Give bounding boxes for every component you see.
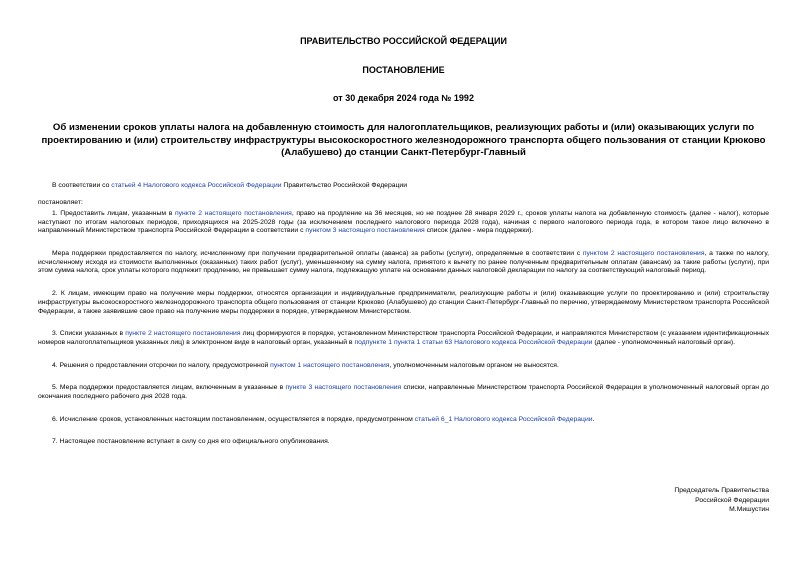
item-3-text: 3. Списки указанных в — [52, 330, 126, 338]
item-1b-link-point-2[interactable]: пунктом 2 настоящего постановления — [582, 250, 705, 258]
item-2-paragraph: 2. К лицам, имеющим право на получение меры поддержки, относятся организации и индивидуальные предприниматели, реализующие работы и (или) оказывающие услуги по проектированию и (или) строительству инфраструктуры высокоскоростного железнодорожного транспорта общего пользования от станции Крюково (Алабушево) до станции Санкт-Петербург-Главный по перечню, утверждаемому Министерством транспорта Российской Федерации, а также заявившие свое право на получение меры поддержки в порядке, утверждаемом Министерством. — [38, 290, 769, 315]
item-6-link-tax-code-6-1[interactable]: статьей 6_1 Налогового кодекса Российской Федерации — [414, 415, 593, 423]
item-1-link-point-2[interactable]: пункте 2 настоящего постановления — [174, 209, 292, 217]
item-1-paragraph — [38, 210, 769, 236]
item-1-support-paragraph — [38, 250, 769, 276]
item-6-text-end: . — [592, 415, 595, 423]
item-5-text: 5. Мера поддержки предоставляется лицам, включенным в указанные в — [52, 384, 286, 392]
item-1-link-point-3[interactable]: пунктом 3 настоящего постановления — [305, 227, 425, 235]
tax-code-article-4-link[interactable]: статьей 4 Налогового кодекса Российской Федерации — [111, 181, 282, 189]
preamble-text: В соответствии со — [52, 181, 112, 189]
item-3-paragraph — [38, 330, 769, 347]
document-page — [38, 36, 769, 447]
decides-line: постановляет: — [38, 199, 83, 207]
item-3-link-point-2[interactable]: пункте 2 настоящего постановления — [125, 330, 241, 338]
item-4-paragraph — [38, 362, 769, 371]
item-5-link-point-3[interactable]: пункте 3 настоящего постановления — [285, 384, 402, 392]
item-1-text: 1. Предоставить лицам, указанным в — [52, 209, 175, 217]
item-5-paragraph — [38, 384, 769, 401]
item-3-text-mid: лиц формируются в порядке, установленном Министерством транспорта Российской Федерации, и направляются Министерством (с указанием идентификационных номеров налогоплательщиков указанных лиц) в электронном виде в налоговый орган, указанный в — [38, 330, 770, 346]
government-heading: ПРАВИТЕЛЬСТВО РОССИЙСКОЙ ФЕДЕРАЦИИ — [300, 36, 507, 46]
signature-organization: Российской Федерации — [695, 496, 769, 504]
item-3-text-end: (далее - уполномоченный налоговый орган). — [592, 338, 736, 346]
document-type-heading: ПОСТАНОВЛЕНИЕ — [362, 65, 445, 75]
item-1b-text: Мера поддержки предоставляется по налогу, исчисленному при получении предварительной оплаты (аванса) за работы (услуги), определяемые в соответствии с — [52, 250, 583, 258]
item-5-text-end: списки, направленные Министерством транспорта Российской Федерации в уполномоченный налоговый орган до окончания последнего рабочего дня 2028 года. — [38, 384, 769, 401]
signature-name: М.Мишустин — [729, 506, 769, 513]
item-6-text: 6. Исчисление сроков, установленных настоящим постановлением, осуществляется в порядке, предусмотренном — [52, 415, 415, 423]
item-4-link-point-1[interactable]: пунктом 1 настоящего постановления — [270, 361, 390, 369]
item-3-link-tax-code-63[interactable]: подпункте 1 пункта 1 статьи 63 Налогового кодекса Российской Федерации — [354, 338, 593, 346]
signature-block — [674, 486, 769, 515]
preamble-text-end: Правительство Российской Федерации — [281, 181, 408, 189]
item-1-text-end: список (далее - мера поддержки). — [424, 227, 534, 235]
item-4-text-end: , уполномоченным налоговым органом не выносятся. — [389, 361, 559, 369]
date-number-heading: от 30 декабря 2024 года № 1992 — [333, 93, 474, 103]
item-6-paragraph — [38, 416, 769, 425]
document-title: Об изменении сроков уплаты налога на добавленную стоимость для налогоплательщиков, реализующих работы и (или) оказывающих услуги по проектированию и (или) строительству инфраструктуры высокоскоростного железнодорожного транспорта общего пользования от станции Крюково (Алабушево) до станции Санкт-Петербург-Главный — [41, 122, 766, 158]
item-1-text-mid: , право на продление на 36 месяцев, но не позднее 28 января 2029 г., сроков уплаты налога на добавленную стоимость (далее - налог), которые наступают по итогам налоговых периодов, приходящихся на 2025-2028 годы (за исключением последнего налогового периода 2028 года), начиная с первого налогового периода года, в котором такое лицо включено в направленный Министерством транспорта Российской Федерации в соответствии с — [38, 209, 770, 235]
preamble-paragraph — [38, 182, 769, 191]
signature-position: Председатель Правительства — [674, 487, 769, 494]
item-4-text: 4. Решения о предоставлении отсрочки по налогу, предусмотренной — [52, 361, 271, 369]
item-7-paragraph: 7. Настоящее постановление вступает в силу со дня его официального опубликования. — [52, 438, 330, 446]
item-1b-text-end: , а также по налогу, исчисленному исходя из стоимости выполненных (оказанных) таких работ (услуг), уменьшенному на сумму налога, принятого к вычету по ранее полученным предварительным оплатам (авансам) за такие работы (услуги), при этом сумма налога, срок уплаты которого подлежит продлению, не превышает сумму налога, подлежащую уплате на основании данных налоговой декларации по налогу за соответствующий налоговый период. — [38, 250, 769, 275]
